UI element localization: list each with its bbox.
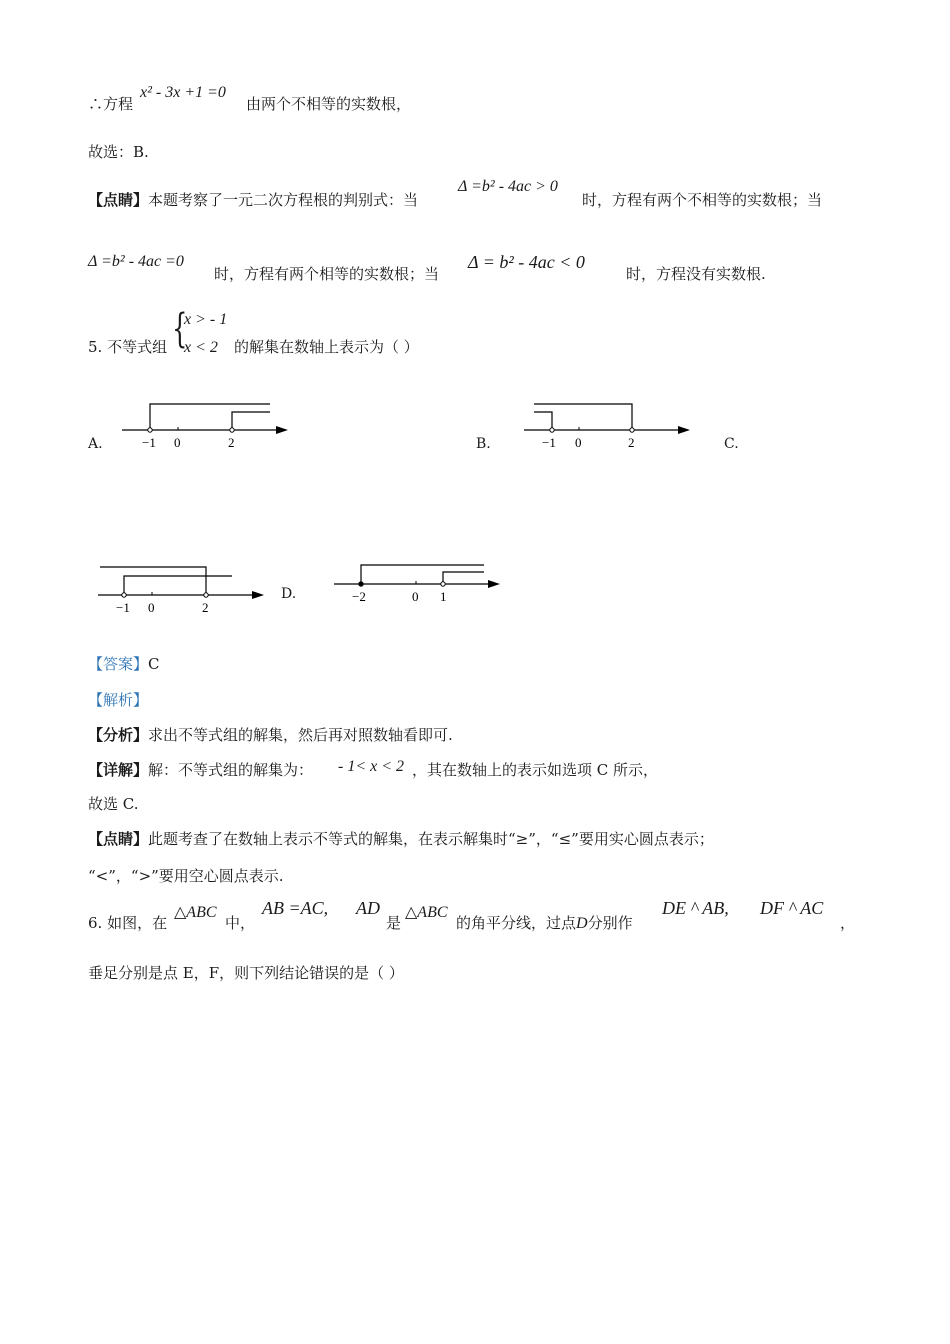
tick-label: −1 (542, 435, 556, 450)
question-6-line-2: 垂足分别是点 E，F，则下列结论错误的是（ ） (88, 964, 404, 982)
choose-c-line: 故选 C. (88, 795, 139, 813)
note-tag: 【点睛】 (88, 191, 149, 209)
tick-label: 1 (440, 589, 447, 604)
tick-label: 2 (628, 435, 635, 450)
tick-label: 2 (202, 600, 209, 615)
note-text-1: 本题考察了一元二次方程根的判别式：当 (148, 191, 419, 209)
analysis-line (88, 690, 148, 710)
discriminant-zero: Δ =b² - 4ac =0 (88, 253, 184, 270)
xiangjie-line (88, 760, 313, 780)
question-6-is: 是 (386, 914, 402, 932)
point-d: D (576, 915, 588, 932)
tick-label: 0 (148, 600, 155, 615)
note-line-1 (88, 190, 418, 210)
xiangjie-text-1: 解：不等式组的解集为： (148, 761, 314, 779)
answer-tag: 【答案】 (88, 655, 149, 673)
question-6-number: 6. 如图，在 (88, 914, 168, 932)
tick-label: −1 (142, 435, 156, 450)
dianjing-line-1 (88, 829, 714, 849)
tick-label: 0 (174, 435, 181, 450)
fenxi-line (88, 725, 453, 745)
note-text-4: 时，方程没有实数根. (626, 265, 766, 283)
option-b-number-line (520, 398, 695, 453)
triangle-abc-1: △ABC (174, 904, 217, 921)
bisector-text: 的角平分线，过点 (456, 914, 577, 932)
line-1-suffix: 由两个不相等的实数根， (246, 95, 412, 113)
segment-ad: AD (356, 898, 380, 918)
triangle-abc-2: △ABC (405, 904, 448, 921)
question-5-suffix: 的解集在数轴上表示为（ ） (234, 338, 419, 356)
choice-b-text: 故选：B. (88, 143, 149, 161)
option-a-label: A. (88, 436, 103, 452)
question-6-comma: ， (840, 914, 856, 932)
option-d-number-line (330, 560, 505, 615)
perpendicular-df-ac: DF ^ AC (760, 898, 824, 918)
tick-label: −1 (116, 600, 130, 615)
answer-value: C (148, 655, 160, 673)
fenxi-text: 求出不等式组的解集，然后再对照数轴看即可. (148, 726, 453, 744)
discriminant-negative: Δ = b² - 4ac < 0 (468, 252, 585, 272)
tick-label: 2 (228, 435, 235, 450)
construct-text: 分别作 (587, 914, 633, 932)
question-6-mid: 中， (225, 914, 256, 932)
option-a-number-line (118, 398, 293, 453)
system-brace: { (172, 306, 188, 352)
dianjing-tag: 【点睛】 (88, 830, 149, 848)
xiangjie-text-2: ，其在数轴上的表示如选项 C 所示， (412, 761, 659, 779)
tick-label: 0 (575, 435, 582, 450)
question-6-text-1 (456, 913, 633, 934)
inequality-2: x < 2 (184, 339, 218, 356)
option-d-label: D. (281, 586, 297, 602)
option-b-label: B. (476, 436, 491, 452)
xiangjie-tag: 【详解】 (88, 761, 149, 779)
answer-line (88, 654, 160, 674)
tick-label: 0 (412, 589, 419, 604)
note-text-2: 时，方程有两个不相等的实数根；当 (582, 191, 823, 209)
option-c-label: C. (724, 436, 739, 452)
inequality-1: x > - 1 (184, 311, 228, 328)
note-text-3: 时，方程有两个相等的实数根；当 (214, 265, 440, 283)
dianjing-line-2: “<”，“>”要用空心圆点表示. (88, 867, 284, 885)
equation-ab-ac: AB =AC, (262, 898, 329, 918)
analysis-tag: 【解析】 (88, 691, 149, 709)
solution-set: - 1< x < 2 (338, 758, 405, 775)
therefore-text: ∴方程 (88, 95, 134, 113)
line-1 (88, 94, 133, 114)
option-c-number-line (94, 562, 269, 617)
perpendicular-de-ab: DE ^ AB, (662, 898, 729, 918)
fenxi-tag: 【分析】 (88, 726, 149, 744)
equation-1: x² - 3x +1 =0 (140, 84, 226, 101)
tick-label: −2 (352, 589, 366, 604)
discriminant-positive: Δ =b² - 4ac > 0 (458, 178, 558, 195)
dianjing-text: 此题考查了在数轴上表示不等式的解集，在表示解集时“≥”，“≤”要用实心圆点表示； (148, 830, 714, 848)
question-5-number: 5. 不等式组 (88, 338, 168, 356)
